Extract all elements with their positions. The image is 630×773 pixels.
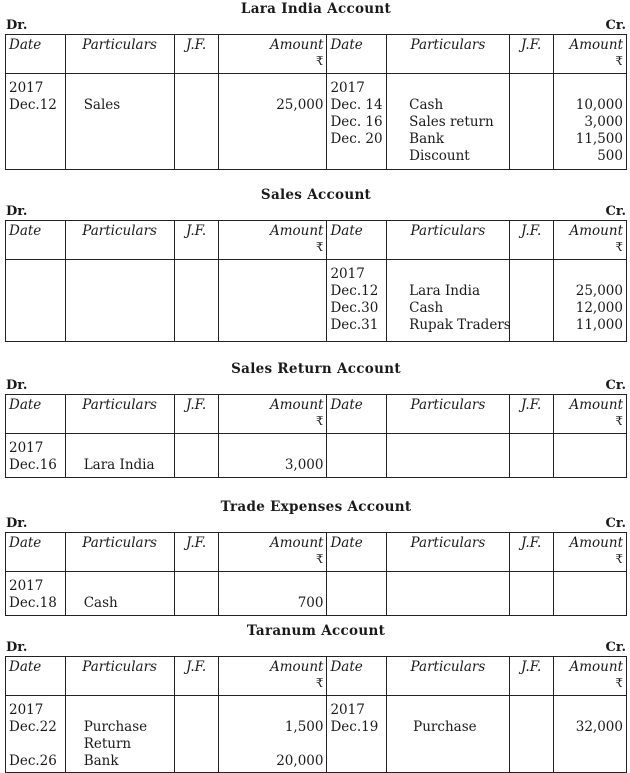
header-jf: J.F.: [174, 35, 218, 74]
cr-label: Cr.: [605, 18, 626, 33]
rupee-icon: ₹: [315, 54, 324, 68]
credit-particulars: [387, 572, 510, 616]
credit-jf: [509, 74, 553, 170]
header-jf: J.F.: [509, 35, 553, 74]
header-particulars: Particulars: [387, 35, 510, 74]
debit-jf: [174, 434, 218, 478]
header-particulars: Particulars: [387, 221, 510, 260]
account-title: Sales Account: [260, 187, 372, 203]
header-row: [6, 533, 627, 572]
ledger-table: [5, 532, 627, 616]
ledger-sales-return: [5, 361, 627, 478]
debit-jf: [174, 696, 218, 773]
header-amount: Amount ₹: [553, 221, 626, 260]
credit-date: [327, 572, 387, 616]
header-amount: Amount ₹: [218, 395, 327, 434]
entry-row: [6, 696, 627, 773]
header-date: Date: [327, 533, 387, 572]
header-date: Date: [327, 657, 387, 696]
header-date: Date: [6, 657, 66, 696]
header-particulars: Particulars: [387, 657, 510, 696]
entry-row: [6, 260, 627, 342]
ledger-table: [5, 656, 627, 773]
rupee-icon: ₹: [615, 414, 623, 428]
credit-date: 2017 Dec.19: [327, 696, 387, 773]
debit-jf: [174, 572, 218, 616]
dr-label: Dr.: [6, 204, 28, 219]
ledger-table: [5, 220, 627, 342]
header-amount: Amount ₹: [553, 657, 626, 696]
credit-amount: 32,000: [553, 696, 626, 773]
header-row: [6, 395, 627, 434]
header-amount: Amount ₹: [218, 221, 327, 260]
debit-particulars: [65, 260, 174, 342]
debit-jf: [174, 260, 218, 342]
credit-amount: [553, 572, 626, 616]
header-jf: J.F.: [174, 533, 218, 572]
credit-jf: [509, 572, 553, 616]
rupee-icon: ₹: [315, 240, 324, 254]
header-particulars: Particulars: [65, 395, 174, 434]
credit-particulars: Lara India Cash Rupak Traders: [387, 260, 510, 342]
header-date: Date: [6, 221, 66, 260]
credit-amount: 10,000 3,000 11,500 500: [553, 74, 626, 170]
credit-amount: [553, 434, 626, 478]
header-date: Date: [327, 395, 387, 434]
rupee-icon: ₹: [315, 414, 324, 428]
header-amount: Amount ₹: [553, 533, 626, 572]
ledger-lara-india: [5, 1, 627, 170]
account-title: Sales Return Account: [231, 361, 401, 377]
header-date: Date: [6, 533, 66, 572]
debit-particulars: Sales: [65, 74, 174, 170]
debit-date: 2017 Dec.18: [6, 572, 66, 616]
header-jf: J.F.: [509, 533, 553, 572]
debit-particulars: Purchase Return Bank: [65, 696, 174, 773]
account-title: Trade Expenses Account: [220, 499, 412, 515]
ledger-sales: [5, 187, 627, 342]
cr-label: Cr.: [605, 378, 626, 393]
account-title: Lara India Account: [240, 1, 392, 17]
header-amount: Amount ₹: [553, 395, 626, 434]
credit-date: 2017 Dec.12 Dec.30 Dec.31: [327, 260, 387, 342]
header-particulars: Particulars: [65, 35, 174, 74]
rupee-icon: ₹: [615, 552, 623, 566]
credit-particulars: [387, 434, 510, 478]
header-date: Date: [6, 35, 66, 74]
header-particulars: Particulars: [65, 221, 174, 260]
header-particulars: Particulars: [387, 533, 510, 572]
header-jf: J.F.: [174, 221, 218, 260]
header-row: [6, 221, 627, 260]
cr-label: Cr.: [605, 204, 626, 219]
header-row: [6, 35, 627, 74]
ledger-table: [5, 34, 627, 170]
header-date: Date: [327, 35, 387, 74]
credit-amount: 25,000 12,000 11,000: [553, 260, 626, 342]
debit-amount: 25,000: [218, 74, 327, 170]
rupee-icon: ₹: [615, 240, 623, 254]
debit-particulars: Lara India: [65, 434, 174, 478]
debit-date: [6, 260, 66, 342]
debit-date: 2017 Dec.22 Dec.26: [6, 696, 66, 773]
rupee-icon: ₹: [315, 676, 324, 690]
dr-label: Dr.: [6, 640, 28, 655]
rupee-icon: ₹: [315, 552, 324, 566]
account-title: Taranum Account: [246, 623, 386, 639]
cr-label: Cr.: [605, 640, 626, 655]
rupee-icon: ₹: [615, 54, 623, 68]
credit-jf: [509, 696, 553, 773]
header-date: Date: [6, 395, 66, 434]
header-amount: Amount ₹: [218, 35, 327, 74]
debit-amount: 1,500 20,000: [218, 696, 327, 773]
credit-particulars: Cash Sales return Bank Discount: [387, 74, 510, 170]
header-date: Date: [327, 221, 387, 260]
debit-jf: [174, 74, 218, 170]
header-particulars: Particulars: [65, 533, 174, 572]
debit-date: 2017 Dec.16: [6, 434, 66, 478]
dr-label: Dr.: [6, 516, 28, 531]
entry-row: [6, 434, 627, 478]
debit-particulars: Cash: [65, 572, 174, 616]
debit-amount: 3,000: [218, 434, 327, 478]
header-jf: J.F.: [509, 657, 553, 696]
credit-jf: [509, 434, 553, 478]
header-amount: Amount ₹: [218, 533, 327, 572]
entry-row: [6, 74, 627, 170]
debit-date: 2017 Dec.12: [6, 74, 66, 170]
ledger-trade-expenses: [5, 499, 627, 616]
dr-label: Dr.: [6, 18, 28, 33]
credit-particulars: Purchase: [387, 696, 510, 773]
header-particulars: Particulars: [387, 395, 510, 434]
header-jf: J.F.: [509, 221, 553, 260]
entry-row: [6, 572, 627, 616]
header-jf: J.F.: [174, 657, 218, 696]
ledger-taranum: [5, 623, 627, 773]
dr-label: Dr.: [6, 378, 28, 393]
header-amount: Amount ₹: [553, 35, 626, 74]
credit-jf: [509, 260, 553, 342]
ledger-table: [5, 394, 627, 478]
cr-label: Cr.: [605, 516, 626, 531]
header-row: [6, 657, 627, 696]
header-amount: Amount ₹: [218, 657, 327, 696]
debit-amount: 700: [218, 572, 327, 616]
debit-amount: [218, 260, 327, 342]
header-particulars: Particulars: [65, 657, 174, 696]
header-jf: J.F.: [174, 395, 218, 434]
header-jf: J.F.: [509, 395, 553, 434]
credit-date: [327, 434, 387, 478]
credit-date: 2017 Dec. 14 Dec. 16 Dec. 20: [327, 74, 387, 170]
rupee-icon: ₹: [615, 676, 623, 690]
